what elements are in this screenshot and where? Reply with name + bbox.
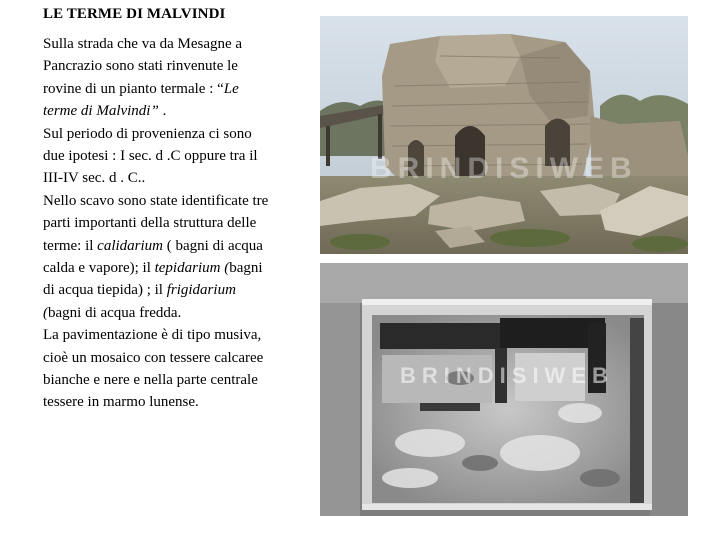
ruins-photo	[320, 16, 688, 254]
excavation-illustration	[320, 263, 688, 516]
body-text	[43, 33, 271, 414]
watermark-text: BRINDISIWEB	[370, 152, 638, 185]
italic-span: Le terme di Malvindi”	[43, 80, 239, 119]
watermark-text: BRINDISIWEB	[400, 363, 614, 388]
text-span: bagni di acqua fredda.	[48, 304, 182, 321]
text-span: Nello scavo sono state identificate tre parti importanti della struttura delle terme: il	[43, 193, 269, 254]
page-title: LE TERME DI MALVINDI	[43, 6, 226, 22]
excavation-photo	[320, 263, 688, 516]
paragraph-parts	[43, 190, 271, 324]
italic-span: frigidarium (	[43, 282, 236, 321]
text-span: ( bagni di acqua calda e vapore); il	[43, 237, 263, 276]
paragraph-period: Sul periodo di provenienza ci sono due ipotesi : I sec. d .C oppure tra il III-IV sec. d . C..	[43, 125, 258, 187]
italic-span: calidarium	[97, 237, 163, 254]
italic-span: tepidarium (	[154, 259, 230, 276]
text-span: Sulla strada che va da Mesagne a Pancrazio sono stati rinvenute le rovine di un pianto termale : “	[43, 36, 243, 97]
paragraph-location	[43, 33, 271, 122]
ruins-illustration	[320, 16, 688, 254]
text-span: bagni di acqua tiepida) ; il	[43, 259, 263, 299]
text-span: .	[158, 102, 167, 119]
paragraph-floor: La pavimentazione è di tipo musiva, cioè un mosaico con tessere calcaree bianche e nere e nella parte centrale tessere in marmo lunense.	[43, 327, 264, 411]
